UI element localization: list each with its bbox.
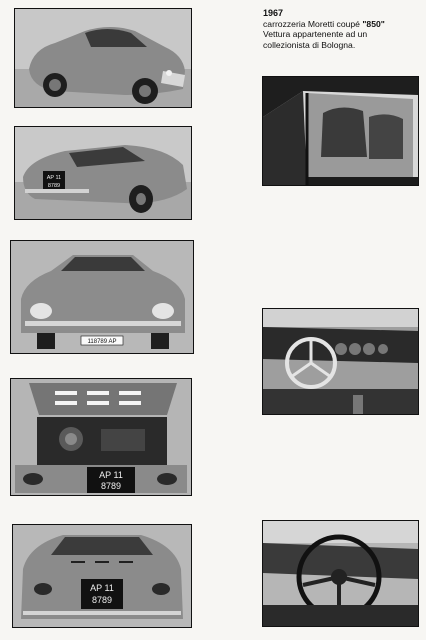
rear-plate-open-line-1: AP 11 (99, 470, 123, 480)
caption (263, 8, 423, 50)
photo-engine-open (10, 378, 192, 496)
photo-steering-wheel (262, 520, 419, 627)
caption-line-1 (263, 19, 423, 30)
rear-plate-small-line-1: AP 11 (46, 175, 62, 181)
photo-rear-view (12, 524, 192, 628)
caption-line-3: collezionista di Bologna. (263, 39, 356, 50)
caption-year: 1967 (263, 8, 284, 18)
rear-plate-small-line-2: 8789 (47, 183, 61, 189)
photo-interior-seats (262, 76, 419, 186)
caption-line-2: Vettura appartenente ad un (263, 29, 368, 39)
caption-line-1-prefix: carrozzeria Moretti coupé (263, 18, 363, 29)
photo-front-three-quarter (14, 8, 192, 108)
photo-rear-three-quarter (14, 126, 192, 220)
photo-dashboard (262, 308, 419, 415)
caption-model: "850" (362, 18, 385, 29)
front-plate: 118789 AP (87, 339, 117, 345)
rear-plate-closed-line-1: AP 11 (90, 583, 114, 593)
rear-plate-open-line-2: 8789 (100, 481, 122, 491)
rear-plate-closed-line-2: 8789 (91, 595, 113, 605)
photo-front-view (10, 240, 194, 354)
